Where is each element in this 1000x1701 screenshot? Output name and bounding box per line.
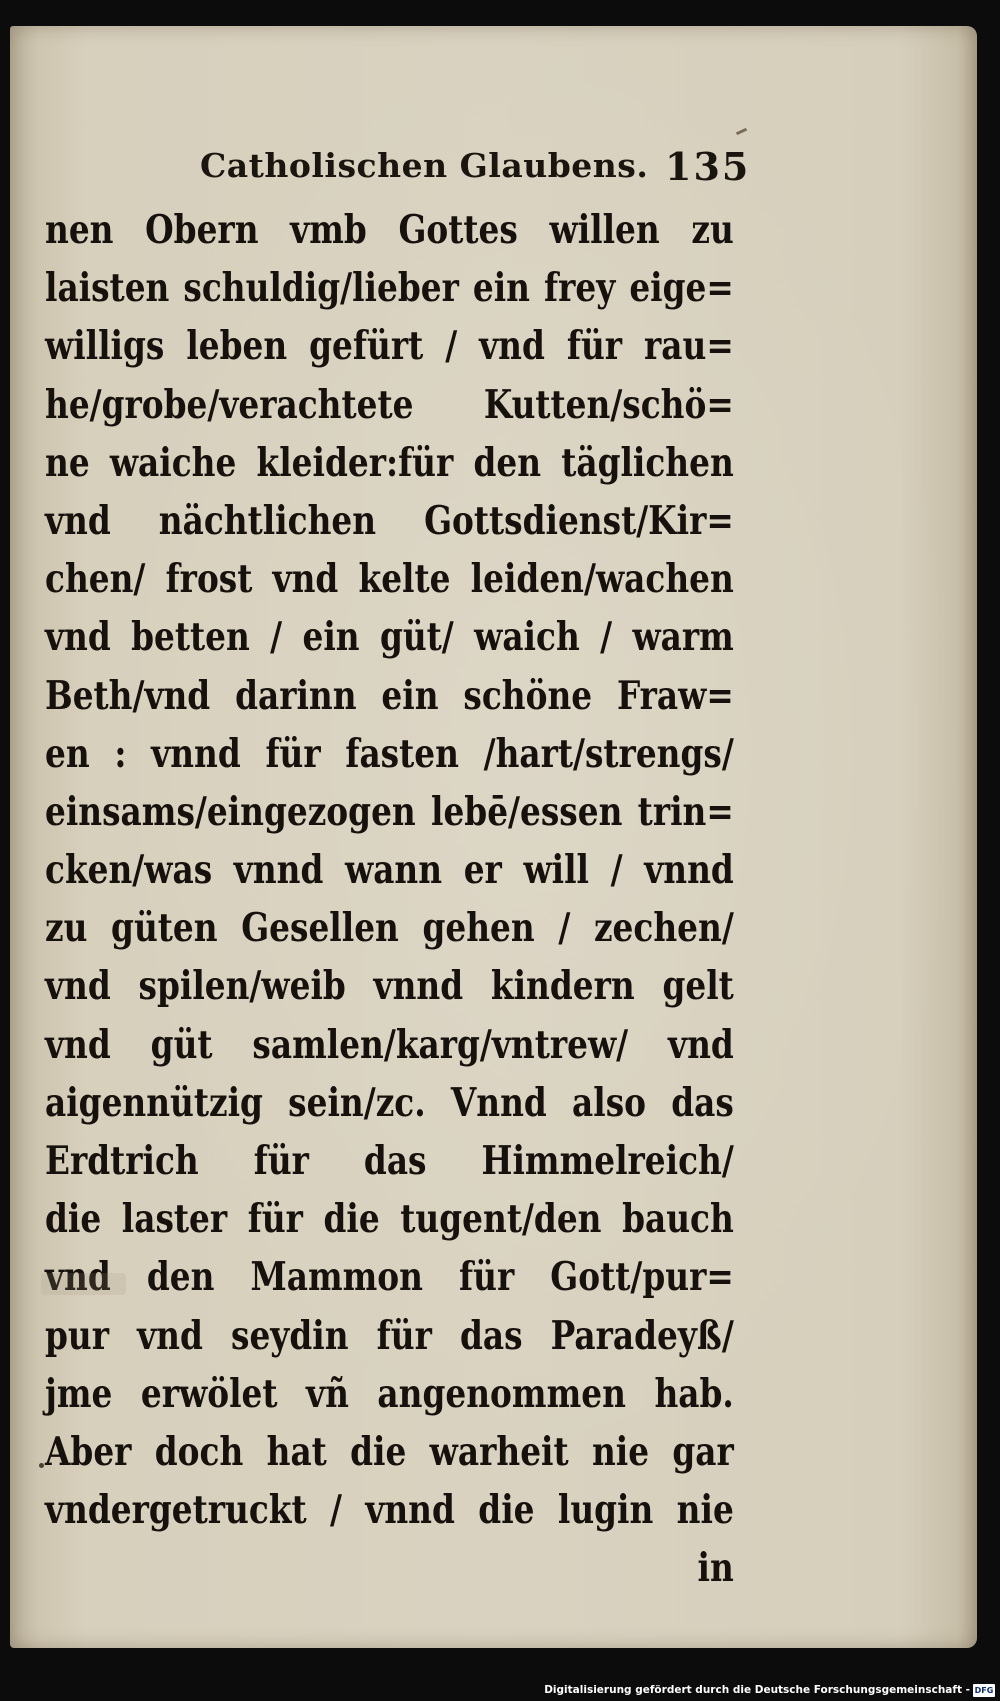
text-line: vnd güt samlen/karg/vntrew/ vnd: [45, 1021, 734, 1068]
faint-stamp-mark: [41, 1273, 126, 1295]
text-line: Aber doch hat die warheit nie gar: [45, 1428, 734, 1475]
text-line: vnd betten / ein güt/ waich / warm: [45, 614, 734, 661]
text-line: ne waiche kleider:für den täglichen: [45, 439, 734, 486]
page-number: 135: [665, 144, 751, 189]
text-line: pur vnd seydin für das Paradeyß/: [45, 1312, 734, 1359]
text-line: Beth/vnd darinn ein schöne Fraw=: [45, 672, 734, 719]
ink-tick-mark: [736, 128, 747, 135]
text-line: vndergetruckt / vnnd die lugin nie: [45, 1487, 734, 1534]
dfg-logo: DFG: [974, 1686, 994, 1695]
text-line: he/grobe/verachtete Kutten/schö=: [45, 381, 734, 428]
running-head: Catholischen Glaubens.: [200, 146, 649, 185]
text-line: die laster für die tugent/den bauch: [45, 1196, 734, 1243]
text-line: zu güten Gesellen gehen / zechen/: [45, 905, 734, 952]
digitization-credit: Digitalisierung gefördert durch die Deutsche Forschungsgemeinschaft -: [544, 1684, 970, 1696]
scanned-book-page: [10, 26, 977, 1648]
text-line: jme erwölet vñ angenommen hab.: [45, 1370, 734, 1417]
text-line: aigennützig sein/zc. Vnnd also das: [45, 1079, 734, 1126]
text-line: en : vnnd für fasten /hart/strengs/: [45, 730, 734, 777]
text-line: einsams/eingezogen lebē/essen trin=: [45, 788, 734, 835]
text-line: laisten schuldig/lieber ein frey eige=: [45, 265, 734, 312]
text-line: willigs leben gefürt / vnd für rau=: [45, 323, 734, 370]
body-text: [45, 201, 745, 1598]
ink-dot-mark: [39, 1463, 44, 1468]
text-line: chen/ frost vnd kelte leiden/wachen: [45, 556, 734, 603]
text-line: nen Obern vmb Gottes willen zu: [45, 207, 734, 253]
text-line: Erdtrich für das Himmelreich/: [45, 1138, 734, 1184]
text-line: cken/was vnnd wann er will / vnnd: [45, 847, 734, 894]
catchword: in: [697, 1545, 734, 1592]
text-line: vnd den Mammon für Gott/pur=: [45, 1254, 734, 1301]
text-line: vnd spilen/weib vnnd kindern gelt: [45, 963, 734, 1010]
text-line: vnd nächtlichen Gottsdienst/Kir=: [45, 497, 734, 544]
